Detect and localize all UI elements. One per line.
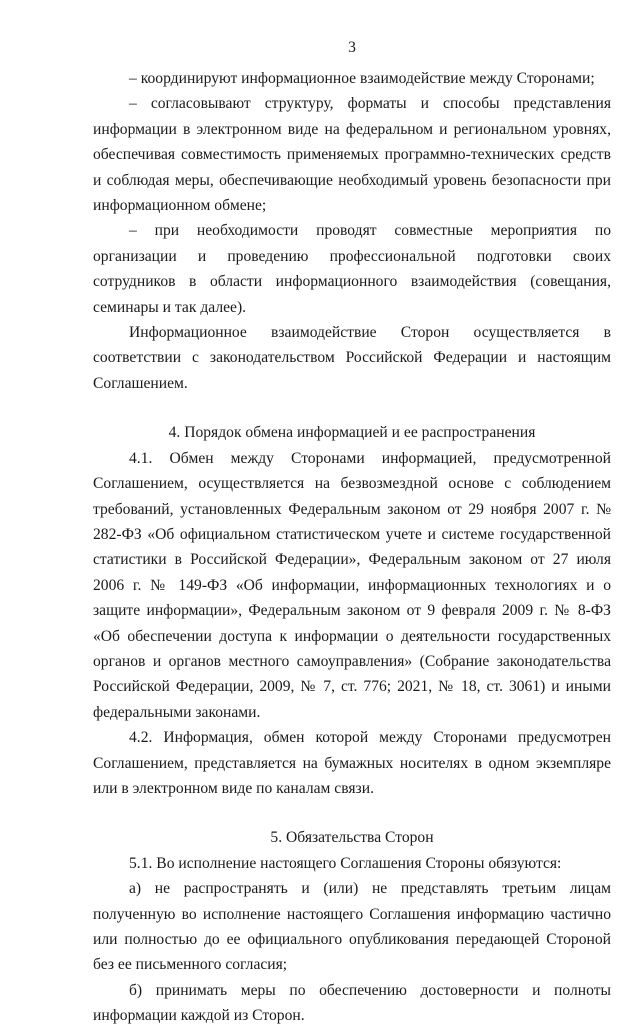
clause-5-1-b: б) принимать меры по обеспечению достоверности и полноты информации каждой из Сторон. <box>93 981 611 1025</box>
section-spacer <box>93 801 611 825</box>
document-page <box>93 38 611 1029</box>
clause-5-1-a: а) не распространять и (или) не представлять третьим лицам полученную во исполнение настоящего Соглашения информацию частично или полностью до ее официального опубликования передающей Стороной без ее письменного согласия; <box>93 880 611 974</box>
paragraph-legal-basis: Информационное взаимодействие Сторон осуществляется в соответствии с законодательством Российской Федерации и настоящим Соглашением. <box>93 324 611 392</box>
clause-4-1: 4.1. Обмен между Сторонами информацией, предусмотренной Соглашением, осуществляется на безвозмездной основе с соблюдением требований, установленных Федеральным законом от 29 ноября 2007 г. № 282-ФЗ «Об официальном статистическом учете и системе государственной статистики в Российской Федерации», Федеральным законом от 27 июля 2006 г. № 149-ФЗ «Об информации, информационных технологиях и о защите информации», Федеральным законом от 9 февраля 2009 г. № 8-ФЗ «Об обеспечении доступа к информации о деятельности государственных органов и органов местного самоуправления» (Собрание законодательства Российской Федерации, 2009, № 7, ст. 776; 2021, № 18, ст. 3061) и иными федеральными законами. <box>93 449 611 721</box>
list-item-coordinate: – координируют информационное взаимодействие между Сторонами; <box>129 70 595 87</box>
list-item-agree-structure: – согласовывают структуру, форматы и способы представления информации в электронном виде на федеральном и региональном уровнях, обеспечивая совместимость применяемых программно-технических средств и соблюдая меры, обеспечивающие необходимый уровень безопасности при информационном обмене; <box>93 95 611 215</box>
section-spacer <box>93 396 611 420</box>
list-item-joint-events: – при необходимости проводят совместные мероприятия по организации и проведению профессиональной подготовки своих сотрудников в области информационного взаимодействия (совещания, семинары и так далее). <box>93 222 611 316</box>
page-number: 3 <box>348 39 356 56</box>
clause-5-1: 5.1. Во исполнение настоящего Соглашения Стороны обязуются: <box>129 854 562 872</box>
section-5-heading: 5. Обязательства Сторон <box>270 829 434 847</box>
section-4-heading: 4. Порядок обмена информацией и ее распространения <box>168 424 536 442</box>
clause-4-2: 4.2. Информация, обмен которой между Сторонами предусмотрен Соглашением, представляется на бумажных носителях в одном экземпляре или в электронном виде по каналам связи. <box>93 729 611 797</box>
